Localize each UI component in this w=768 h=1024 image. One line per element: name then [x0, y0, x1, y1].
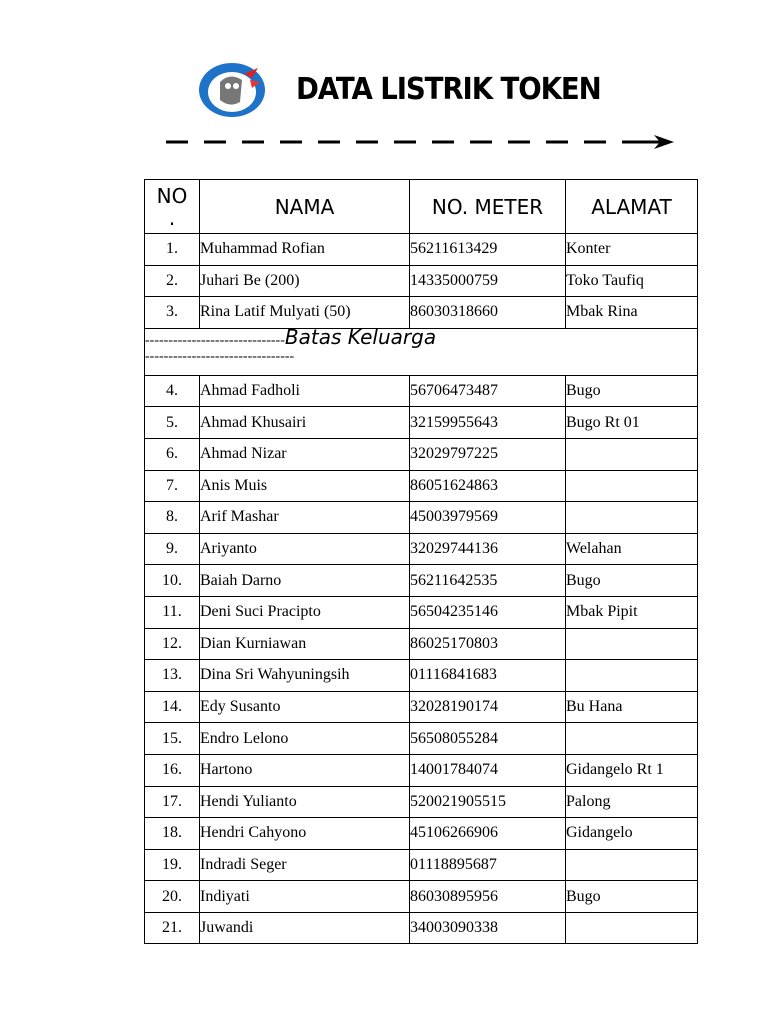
- separator-dashes-before: ------------------------------: [145, 332, 285, 348]
- cell-meter: 32029797225: [410, 438, 566, 470]
- cell-no: 5.: [145, 407, 200, 439]
- cell-nama: Arif Mashar: [200, 502, 410, 534]
- cell-meter: 01116841683: [410, 660, 566, 692]
- cell-meter: 56211613429: [410, 234, 566, 266]
- table-row: [145, 786, 698, 818]
- table-row: [145, 234, 698, 266]
- separator-dashes-after: --------------------------------: [145, 348, 295, 364]
- cell-alamat: Mbak Rina: [566, 297, 698, 329]
- cell-meter: 45106266906: [410, 818, 566, 850]
- cell-nama: Indradi Seger: [200, 849, 410, 881]
- cell-nama: Ahmad Khusairi: [200, 407, 410, 439]
- cell-nama: Anis Muis: [200, 470, 410, 502]
- cell-alamat: Bugo: [566, 375, 698, 407]
- listrik-prabayar-logo: [198, 62, 266, 118]
- separator-row: [145, 328, 698, 375]
- cell-no: 18.: [145, 818, 200, 850]
- cell-nama: Juhari Be (200): [200, 265, 410, 297]
- cell-alamat: [566, 912, 698, 944]
- cell-no: 13.: [145, 660, 200, 692]
- cell-nama: Hendri Cahyono: [200, 818, 410, 850]
- separator-cell: [145, 324, 698, 375]
- column-header-nama: NAMA: [200, 180, 410, 234]
- cell-nama: Hendi Yulianto: [200, 786, 410, 818]
- dashed-arrow-divider: [164, 132, 676, 152]
- cell-nama: Rina Latif Mulyati (50): [200, 297, 410, 329]
- cell-alamat: [566, 628, 698, 660]
- table-row: [145, 297, 698, 329]
- cell-alamat: Bu Hana: [566, 691, 698, 723]
- cell-meter: 45003979569: [410, 502, 566, 534]
- cell-meter: 56504235146: [410, 596, 566, 628]
- table-row: [145, 407, 698, 439]
- cell-no: 20.: [145, 881, 200, 913]
- cell-meter: 520021905515: [410, 786, 566, 818]
- cell-nama: Dian Kurniawan: [200, 628, 410, 660]
- separator-label: Batas Keluarga: [284, 324, 437, 349]
- cell-meter: 14001784074: [410, 754, 566, 786]
- cell-alamat: Gidangelo Rt 1: [566, 754, 698, 786]
- cell-alamat: Bugo: [566, 565, 698, 597]
- cell-no: 4.: [145, 375, 200, 407]
- cell-nama: Deni Suci Pracipto: [200, 596, 410, 628]
- cell-nama: Ariyanto: [200, 533, 410, 565]
- table-header-row: [145, 180, 698, 234]
- table-row: [145, 754, 698, 786]
- cell-alamat: Konter: [566, 234, 698, 266]
- cell-nama: Dina Sri Wahyuningsih: [200, 660, 410, 692]
- cell-meter: 86025170803: [410, 628, 566, 660]
- cell-no: 8.: [145, 502, 200, 534]
- cell-meter: 56508055284: [410, 723, 566, 755]
- table-row: [145, 565, 698, 597]
- cell-nama: Hartono: [200, 754, 410, 786]
- cell-meter: 86051624863: [410, 470, 566, 502]
- cell-nama: Endro Lelono: [200, 723, 410, 755]
- cell-nama: Juwandi: [200, 912, 410, 944]
- table-row: [145, 660, 698, 692]
- cell-no: 3.: [145, 297, 200, 329]
- cell-meter: 86030318660: [410, 297, 566, 329]
- table-row: [145, 691, 698, 723]
- cell-nama: Edy Susanto: [200, 691, 410, 723]
- table-row: [145, 818, 698, 850]
- cell-no: 12.: [145, 628, 200, 660]
- cell-meter: 56706473487: [410, 375, 566, 407]
- cell-alamat: Bugo: [566, 881, 698, 913]
- cell-nama: Baiah Darno: [200, 565, 410, 597]
- cell-no: 9.: [145, 533, 200, 565]
- cell-no: 19.: [145, 849, 200, 881]
- cell-meter: 34003090338: [410, 912, 566, 944]
- cell-nama: Ahmad Nizar: [200, 438, 410, 470]
- table-row: [145, 881, 698, 913]
- cell-nama: Muhammad Rofian: [200, 234, 410, 266]
- cell-alamat: [566, 502, 698, 534]
- cell-meter: 01118895687: [410, 849, 566, 881]
- cell-meter: 86030895956: [410, 881, 566, 913]
- cell-no: 11.: [145, 596, 200, 628]
- cell-alamat: Toko Taufiq: [566, 265, 698, 297]
- cell-no: 14.: [145, 691, 200, 723]
- cell-meter: 56211642535: [410, 565, 566, 597]
- cell-meter: 14335000759: [410, 265, 566, 297]
- cell-nama: Indiyati: [200, 881, 410, 913]
- cell-alamat: Palong: [566, 786, 698, 818]
- cell-meter: 32028190174: [410, 691, 566, 723]
- table-row: [145, 596, 698, 628]
- cell-nama: Ahmad Fadholi: [200, 375, 410, 407]
- cell-alamat: [566, 849, 698, 881]
- cell-alamat: Mbak Pipit: [566, 596, 698, 628]
- table-row: [145, 723, 698, 755]
- cell-no: 21.: [145, 912, 200, 944]
- cell-alamat: [566, 723, 698, 755]
- cell-no: 1.: [145, 234, 200, 266]
- table-row: [145, 438, 698, 470]
- column-header-alamat: ALAMAT: [566, 180, 698, 234]
- cell-alamat: Bugo Rt 01: [566, 407, 698, 439]
- cell-meter: 32159955643: [410, 407, 566, 439]
- token-data-table: [144, 179, 698, 944]
- table-row: [145, 912, 698, 944]
- table-row: [145, 533, 698, 565]
- cell-meter: 32029744136: [410, 533, 566, 565]
- cell-no: 16.: [145, 754, 200, 786]
- cell-no: 2.: [145, 265, 200, 297]
- table-row: [145, 502, 698, 534]
- cell-no: 7.: [145, 470, 200, 502]
- cell-alamat: [566, 438, 698, 470]
- table-row: [145, 470, 698, 502]
- cell-alamat: Gidangelo: [566, 818, 698, 850]
- cell-no: 15.: [145, 723, 200, 755]
- table-row: [145, 628, 698, 660]
- document-title: DATA LISTRIK TOKEN: [296, 72, 601, 107]
- cell-no: 10.: [145, 565, 200, 597]
- cell-alamat: [566, 660, 698, 692]
- cell-alamat: Welahan: [566, 533, 698, 565]
- table-row: [145, 375, 698, 407]
- column-header-no: NO .: [145, 180, 200, 234]
- table-row: [145, 265, 698, 297]
- cell-no: 17.: [145, 786, 200, 818]
- column-header-meter: NO. METER: [410, 180, 566, 234]
- table-row: [145, 849, 698, 881]
- cell-alamat: [566, 470, 698, 502]
- cell-no: 6.: [145, 438, 200, 470]
